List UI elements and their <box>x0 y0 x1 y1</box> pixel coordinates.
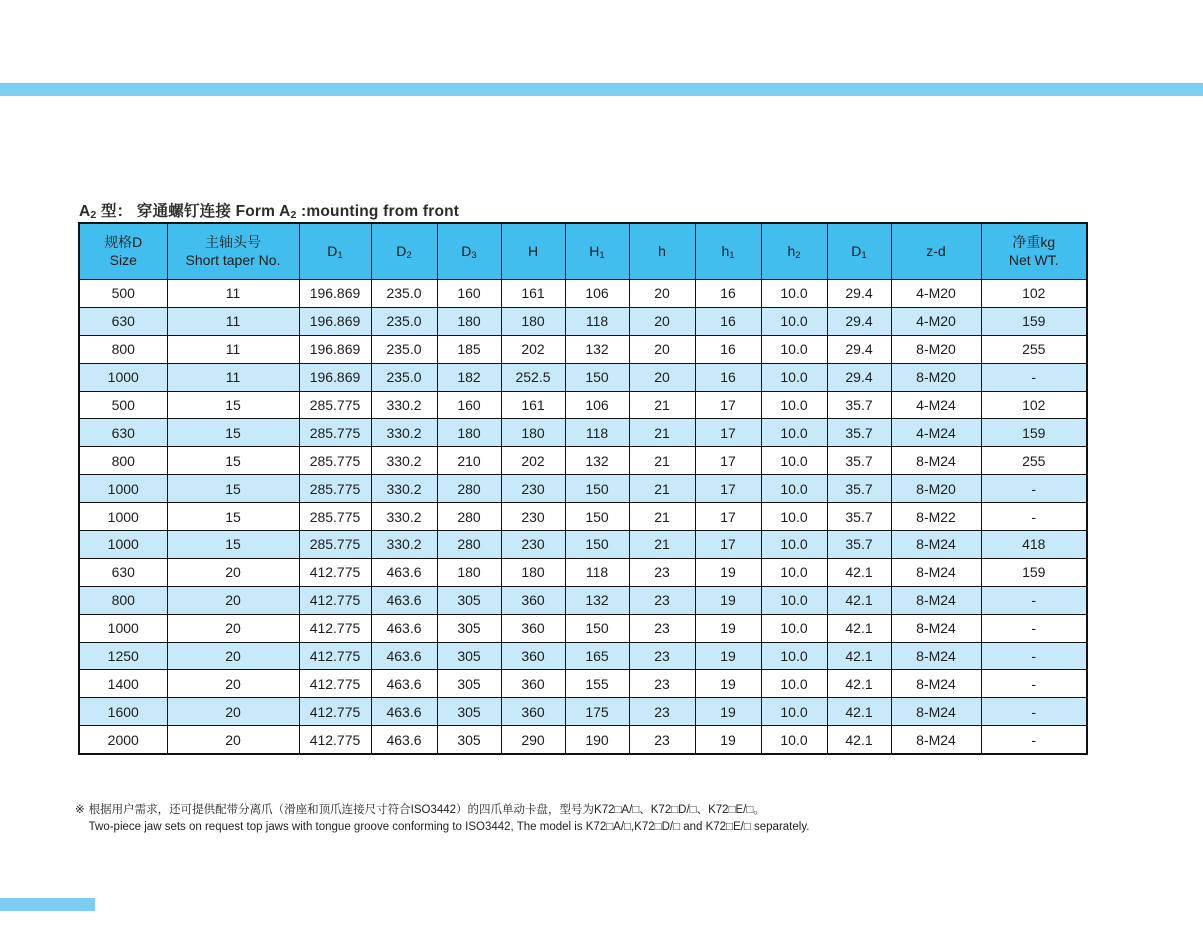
column-header: H <box>501 223 565 280</box>
cell: 412.775 <box>299 726 371 754</box>
cell: 4-M20 <box>891 280 981 308</box>
cell: 11 <box>167 307 299 335</box>
cell: 10.0 <box>761 391 827 419</box>
cell: 8-M24 <box>891 531 981 559</box>
cell: 202 <box>501 447 565 475</box>
cell: 20 <box>167 642 299 670</box>
cell: 800 <box>79 335 167 363</box>
cell: 106 <box>565 280 629 308</box>
column-header: 规格D Size <box>79 223 167 280</box>
cell: 175 <box>565 698 629 726</box>
cell: 17 <box>695 419 761 447</box>
cell: 102 <box>981 280 1087 308</box>
cell: 360 <box>501 586 565 614</box>
table-row <box>79 419 1087 447</box>
cell: 29.4 <box>827 335 891 363</box>
cell: 20 <box>629 280 695 308</box>
cell: 118 <box>565 558 629 586</box>
cell: - <box>981 642 1087 670</box>
cell: 8-M22 <box>891 503 981 531</box>
cell: 800 <box>79 447 167 475</box>
column-header: D2 <box>371 223 437 280</box>
cell: 150 <box>565 531 629 559</box>
cell: 16 <box>695 307 761 335</box>
cell: 230 <box>501 503 565 531</box>
cell: 16 <box>695 335 761 363</box>
cell: 20 <box>167 670 299 698</box>
cell: 8-M24 <box>891 586 981 614</box>
cell: 305 <box>437 586 501 614</box>
cell: 132 <box>565 447 629 475</box>
cell: 161 <box>501 280 565 308</box>
cell: 330.2 <box>371 503 437 531</box>
cell: 20 <box>167 614 299 642</box>
cell: 10.0 <box>761 670 827 698</box>
cell: 210 <box>437 447 501 475</box>
cell: 10.0 <box>761 642 827 670</box>
cell: 8-M24 <box>891 726 981 754</box>
cell: 29.4 <box>827 280 891 308</box>
cell: 159 <box>981 419 1087 447</box>
table-row <box>79 558 1087 586</box>
cell: 630 <box>79 419 167 447</box>
cell: 800 <box>79 586 167 614</box>
cell: 196.869 <box>299 363 371 391</box>
footnote-marker: ※ <box>75 804 85 816</box>
cell: 305 <box>437 614 501 642</box>
cell: 10.0 <box>761 698 827 726</box>
cell: 8-M20 <box>891 363 981 391</box>
cell: 11 <box>167 363 299 391</box>
cell: 412.775 <box>299 642 371 670</box>
cell: 4-M20 <box>891 307 981 335</box>
cell: 10.0 <box>761 531 827 559</box>
table-row <box>79 586 1087 614</box>
header-row <box>79 223 1087 280</box>
cell: 8-M24 <box>891 670 981 698</box>
bottom-stripe-decoration <box>0 898 95 911</box>
cell: 235.0 <box>371 363 437 391</box>
cell: 21 <box>629 419 695 447</box>
cell: 330.2 <box>371 419 437 447</box>
cell: 412.775 <box>299 586 371 614</box>
cell: 150 <box>565 475 629 503</box>
table-row <box>79 698 1087 726</box>
table-row <box>79 503 1087 531</box>
table-row <box>79 614 1087 642</box>
table-row <box>79 531 1087 559</box>
cell: 19 <box>695 670 761 698</box>
cell: 8-M20 <box>891 335 981 363</box>
cell: 180 <box>437 307 501 335</box>
cell: 106 <box>565 391 629 419</box>
cell: 10.0 <box>761 363 827 391</box>
table-body <box>79 280 1087 755</box>
cell: 11 <box>167 335 299 363</box>
cell: 360 <box>501 642 565 670</box>
cell: 159 <box>981 307 1087 335</box>
column-header: D1 <box>827 223 891 280</box>
cell: 35.7 <box>827 391 891 419</box>
cell: 132 <box>565 335 629 363</box>
cell: 17 <box>695 447 761 475</box>
cell: 10.0 <box>761 447 827 475</box>
cell: 35.7 <box>827 531 891 559</box>
cell: 8-M20 <box>891 475 981 503</box>
cell: 35.7 <box>827 475 891 503</box>
cell: 35.7 <box>827 419 891 447</box>
cell: 202 <box>501 335 565 363</box>
column-header: h2 <box>761 223 827 280</box>
cell: 285.775 <box>299 503 371 531</box>
cell: 180 <box>437 419 501 447</box>
table-row <box>79 391 1087 419</box>
cell: 230 <box>501 475 565 503</box>
cell: 255 <box>981 335 1087 363</box>
cell: 35.7 <box>827 447 891 475</box>
cell: 17 <box>695 503 761 531</box>
cell: 20 <box>629 335 695 363</box>
cell: 463.6 <box>371 642 437 670</box>
cell: - <box>981 614 1087 642</box>
cell: 280 <box>437 475 501 503</box>
cell: 19 <box>695 642 761 670</box>
cell: 463.6 <box>371 614 437 642</box>
cell: 15 <box>167 475 299 503</box>
cell: 255 <box>981 447 1087 475</box>
cell: 180 <box>501 419 565 447</box>
cell: 23 <box>629 670 695 698</box>
cell: 412.775 <box>299 670 371 698</box>
cell: 8-M24 <box>891 698 981 726</box>
title-subscript: 2 <box>290 208 297 221</box>
cell: 252.5 <box>501 363 565 391</box>
cell: 360 <box>501 698 565 726</box>
cell: 280 <box>437 531 501 559</box>
cell: 15 <box>167 531 299 559</box>
cell: 412.775 <box>299 614 371 642</box>
page-title <box>79 199 459 221</box>
cell: 8-M24 <box>891 614 981 642</box>
cell: 21 <box>629 503 695 531</box>
title-text: A <box>79 203 91 221</box>
cell: 305 <box>437 698 501 726</box>
cell: 196.869 <box>299 335 371 363</box>
cell: 17 <box>695 391 761 419</box>
cell: 20 <box>629 307 695 335</box>
cell: 19 <box>695 698 761 726</box>
cell: 290 <box>501 726 565 754</box>
cell: 8-M24 <box>891 642 981 670</box>
cell: 23 <box>629 614 695 642</box>
cell: 463.6 <box>371 670 437 698</box>
cell: 20 <box>167 726 299 754</box>
cell: 360 <box>501 614 565 642</box>
cell: - <box>981 726 1087 754</box>
column-header: D1 <box>299 223 371 280</box>
cell: 15 <box>167 391 299 419</box>
table-row <box>79 670 1087 698</box>
cell: 150 <box>565 503 629 531</box>
table-row <box>79 642 1087 670</box>
footnote-cn: 根据用户需求，还可提供配带分离爪（滑座和顶爪连接尺寸符合ISO3442）的四爪单动卡盘，型号为K72□A/□、K72□D/□、K72□E/□。 <box>88 804 765 816</box>
cell: 11 <box>167 280 299 308</box>
cell: 1000 <box>79 475 167 503</box>
spec-table <box>78 222 1088 755</box>
cell: 102 <box>981 391 1087 419</box>
table-row <box>79 726 1087 754</box>
cell: 305 <box>437 642 501 670</box>
cell: 20 <box>167 558 299 586</box>
cell: 230 <box>501 531 565 559</box>
title-text: :mounting from front <box>296 203 460 221</box>
cell: 1400 <box>79 670 167 698</box>
cell: 42.1 <box>827 642 891 670</box>
cell: 305 <box>437 670 501 698</box>
cell: 463.6 <box>371 558 437 586</box>
cell: 196.869 <box>299 307 371 335</box>
cell: 8-M24 <box>891 447 981 475</box>
cell: 330.2 <box>371 475 437 503</box>
cell: 19 <box>695 586 761 614</box>
cell: 285.775 <box>299 419 371 447</box>
cell: 19 <box>695 558 761 586</box>
cell: 196.869 <box>299 280 371 308</box>
cell: 42.1 <box>827 586 891 614</box>
cell: 23 <box>629 558 695 586</box>
cell: 21 <box>629 447 695 475</box>
column-header: D3 <box>437 223 501 280</box>
cell: 42.1 <box>827 726 891 754</box>
cell: 19 <box>695 726 761 754</box>
cell: 412.775 <box>299 558 371 586</box>
table-row <box>79 335 1087 363</box>
cell: 150 <box>565 363 629 391</box>
cell: - <box>981 670 1087 698</box>
cell: 10.0 <box>761 558 827 586</box>
cell: 500 <box>79 391 167 419</box>
column-header: 净重kg Net WT. <box>981 223 1087 280</box>
title-text: 型： 穿通螺钉连接 Form A <box>96 203 291 221</box>
cell: 19 <box>695 614 761 642</box>
cell: 23 <box>629 698 695 726</box>
cell: 500 <box>79 280 167 308</box>
top-stripe-decoration <box>0 83 1203 96</box>
cell: 10.0 <box>761 419 827 447</box>
cell: - <box>981 475 1087 503</box>
cell: 4-M24 <box>891 419 981 447</box>
cell: 16 <box>695 280 761 308</box>
cell: 10.0 <box>761 280 827 308</box>
cell: 180 <box>501 307 565 335</box>
cell: 15 <box>167 503 299 531</box>
cell: 42.1 <box>827 698 891 726</box>
cell: 10.0 <box>761 614 827 642</box>
cell: 161 <box>501 391 565 419</box>
cell: 630 <box>79 307 167 335</box>
cell: 285.775 <box>299 475 371 503</box>
cell: 180 <box>437 558 501 586</box>
cell: 118 <box>565 307 629 335</box>
table-row <box>79 475 1087 503</box>
cell: 412.775 <box>299 698 371 726</box>
cell: 23 <box>629 586 695 614</box>
cell: 463.6 <box>371 698 437 726</box>
cell: 235.0 <box>371 307 437 335</box>
cell: 330.2 <box>371 531 437 559</box>
footnote-en: Two-piece jaw sets on request top jaws with tongue groove conforming to ISO3442, The model is K72□A/□,K72□D/□ and K72□E/□ separately. <box>88 820 810 833</box>
cell: 42.1 <box>827 558 891 586</box>
table-row <box>79 447 1087 475</box>
cell: 15 <box>167 419 299 447</box>
cell: 159 <box>981 558 1087 586</box>
cell: - <box>981 698 1087 726</box>
cell: 280 <box>437 503 501 531</box>
cell: 21 <box>629 391 695 419</box>
cell: 630 <box>79 558 167 586</box>
cell: 35.7 <box>827 503 891 531</box>
cell: 182 <box>437 363 501 391</box>
cell: 4-M24 <box>891 391 981 419</box>
cell: 15 <box>167 447 299 475</box>
cell: 29.4 <box>827 307 891 335</box>
cell: 285.775 <box>299 531 371 559</box>
cell: 10.0 <box>761 503 827 531</box>
table-row <box>79 363 1087 391</box>
cell: 330.2 <box>371 447 437 475</box>
cell: 155 <box>565 670 629 698</box>
table-row <box>79 307 1087 335</box>
cell: 1000 <box>79 503 167 531</box>
cell: 21 <box>629 531 695 559</box>
cell: 1600 <box>79 698 167 726</box>
table-header <box>79 223 1087 280</box>
cell: 20 <box>167 698 299 726</box>
cell: 285.775 <box>299 391 371 419</box>
cell: 1000 <box>79 363 167 391</box>
cell: 10.0 <box>761 335 827 363</box>
cell: 150 <box>565 614 629 642</box>
cell: 16 <box>695 363 761 391</box>
column-header: H1 <box>565 223 629 280</box>
cell: 190 <box>565 726 629 754</box>
column-header: 主轴头号 Short taper No. <box>167 223 299 280</box>
cell: 305 <box>437 726 501 754</box>
cell: 235.0 <box>371 335 437 363</box>
cell: 42.1 <box>827 670 891 698</box>
cell: 185 <box>437 335 501 363</box>
cell: 21 <box>629 475 695 503</box>
cell: - <box>981 586 1087 614</box>
cell: 180 <box>501 558 565 586</box>
cell: 29.4 <box>827 363 891 391</box>
cell: 23 <box>629 642 695 670</box>
column-header: h <box>629 223 695 280</box>
column-header: z-d <box>891 223 981 280</box>
table-row <box>79 280 1087 308</box>
column-header: h1 <box>695 223 761 280</box>
cell: 1000 <box>79 531 167 559</box>
cell: 8-M24 <box>891 558 981 586</box>
cell: 132 <box>565 586 629 614</box>
cell: 165 <box>565 642 629 670</box>
cell: 17 <box>695 475 761 503</box>
cell: 10.0 <box>761 475 827 503</box>
cell: 17 <box>695 531 761 559</box>
cell: 285.775 <box>299 447 371 475</box>
cell: 418 <box>981 531 1087 559</box>
title-subscript: 2 <box>90 208 97 221</box>
cell: 330.2 <box>371 391 437 419</box>
cell: - <box>981 363 1087 391</box>
cell: 10.0 <box>761 307 827 335</box>
cell: 1000 <box>79 614 167 642</box>
cell: 160 <box>437 391 501 419</box>
cell: 42.1 <box>827 614 891 642</box>
cell: 10.0 <box>761 726 827 754</box>
cell: 360 <box>501 670 565 698</box>
cell: 23 <box>629 726 695 754</box>
cell: 463.6 <box>371 726 437 754</box>
cell: 463.6 <box>371 586 437 614</box>
cell: 160 <box>437 280 501 308</box>
cell: 20 <box>629 363 695 391</box>
cell: - <box>981 503 1087 531</box>
cell: 118 <box>565 419 629 447</box>
cell: 2000 <box>79 726 167 754</box>
cell: 1250 <box>79 642 167 670</box>
cell: 10.0 <box>761 586 827 614</box>
footnote <box>75 802 809 835</box>
cell: 20 <box>167 586 299 614</box>
cell: 235.0 <box>371 280 437 308</box>
